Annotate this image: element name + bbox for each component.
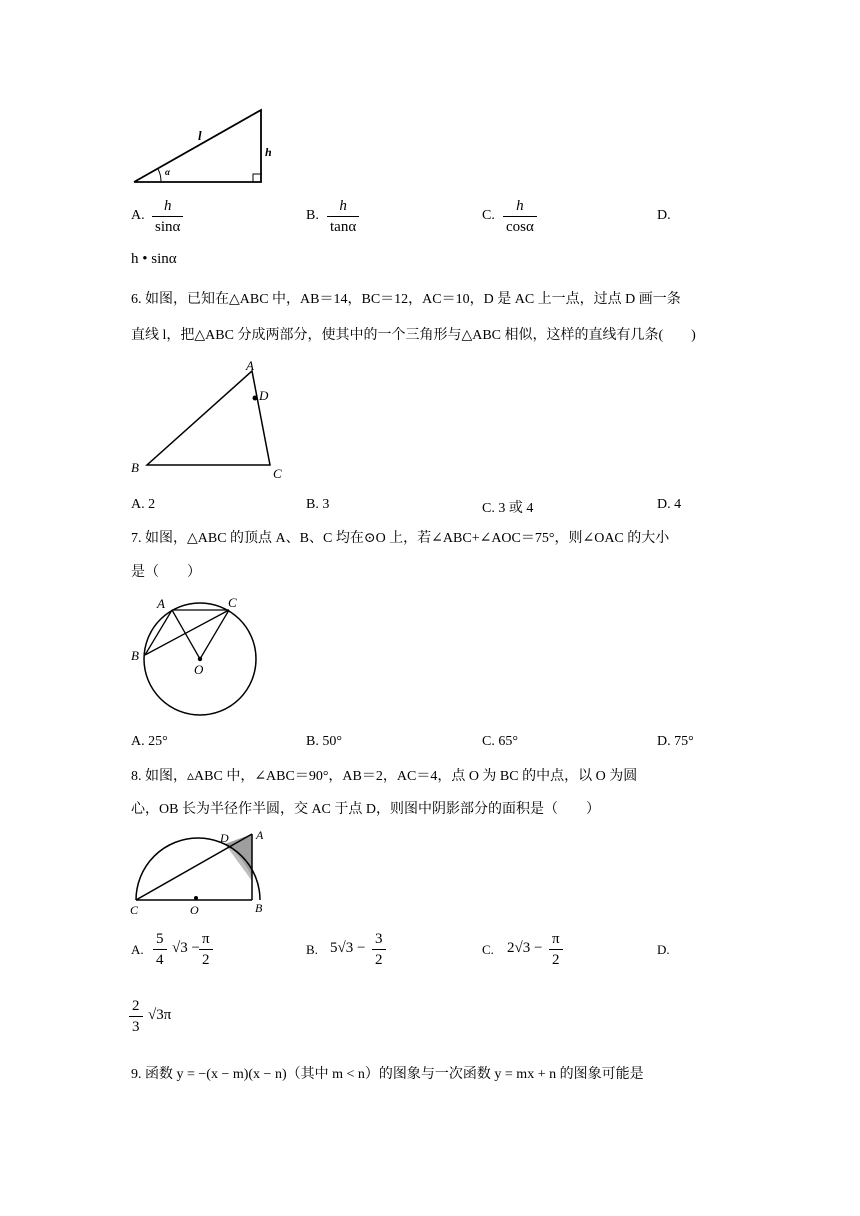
q5-option-b-fraction: $\frac{h}{\tan\alpha}$ [327,196,359,237]
q8-text-line1: 8. 如图，▵ABC 中，∠ABC＝90°，AB＝2，AC＝4，点 O 为 BC 的中点，以 O 为圆 [131,769,638,784]
q8-option-a-coef: $\frac{5}{4}$ [153,929,167,970]
q6-label-b: B [131,460,139,475]
q8-option-b-frac: $\frac{3}{2}$ [372,929,386,970]
q7-text-line2: 是（ ） [131,565,201,580]
q7-option-b[interactable]: B. 50° [306,734,342,749]
q8-option-a-frac: $\frac{\pi}{2}$ [199,929,213,970]
q8-label-b: B [255,901,263,915]
q7-option-d[interactable]: D. 75° [657,734,694,749]
q5-option-a-fraction: $\frac{h}{\sin\alpha}$ [152,196,183,237]
q8-label-d: D [220,831,229,845]
q7-option-a[interactable]: A. 25° [131,734,168,749]
q7-label-a: A [157,596,165,611]
q6-triangle-figure [128,358,298,484]
q8-label-a: A [256,828,264,842]
q6-text-line2: 直线 l，把△ABC 分成两部分，使其中的一个三角形与△ABC 相似，这样的直线有几条( ) [131,328,696,343]
q6-option-a[interactable]: A. 2 [131,497,156,512]
q7-label-c: C [228,595,237,610]
q9-text-line1: 9. 函数 y = −(x − m)(x − n)（其中 m < n）的图象与一次函数 y = mx + n 的图象可能是 [131,1067,644,1082]
q5-option-c-fraction: $\frac{h}{\cos\alpha}$ [503,196,537,237]
q5-right-triangle-figure [128,104,278,190]
q7-label-o: O [194,662,204,677]
q5-label-h: h [265,145,272,159]
q5-option-d-expression: h • sinα [131,251,177,267]
q8-option-c-frac: $\frac{\pi}{2}$ [549,929,563,970]
q6-label-d: D [259,388,269,403]
q7-circle-figure [128,594,263,720]
q8-label-o: O [190,903,199,916]
q6-text-line1: 6. 如图，已知在△ABC 中，AB＝14，BC＝12，AC＝10，D 是 AC 上一点，过点 D 画一条 [131,292,681,307]
q8-option-d-coef: $\frac{2}{3}$ [129,996,143,1037]
q6-option-c[interactable]: C. 3 或 4 [482,501,534,516]
q7-text-line1: 7. 如图，△ABC 的顶点 A、B、C 均在⊙O 上，若∠ABC+∠AOC＝75°，则∠OAC 的大小 [131,531,670,546]
q8-label-c: C [130,903,139,916]
q7-option-c[interactable]: C. 65° [482,734,518,749]
q8-text-line2: 心，OB 长为半径作半圆，交 AC 于点 D，则图中阴影部分的面积是（ ） [131,802,601,817]
q5-label-l: l [198,128,202,143]
q8-semicircle-figure [128,826,278,916]
q6-label-a: A [246,358,254,373]
q6-option-b[interactable]: B. 3 [306,497,330,512]
q6-label-c: C [273,466,282,481]
q7-label-b: B [131,648,139,663]
q6-option-d[interactable]: D. 4 [657,497,682,512]
q5-label-alpha: α [165,167,170,177]
